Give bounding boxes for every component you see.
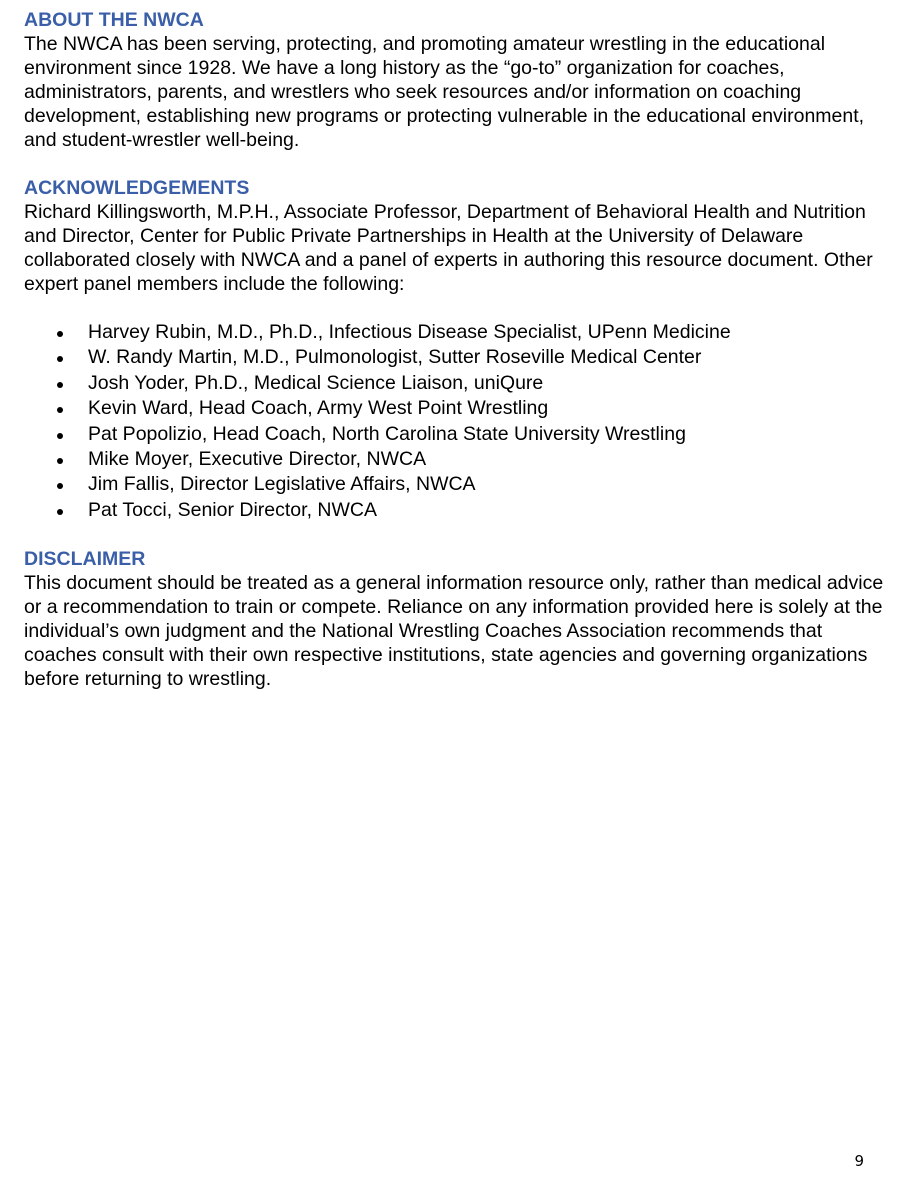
section-spacer — [24, 523, 884, 547]
list-item — [24, 422, 884, 447]
list-item — [24, 320, 884, 345]
bullet-icon — [57, 356, 63, 362]
document-page — [24, 8, 884, 691]
panel-members-list — [24, 320, 884, 523]
member-text: Pat Tocci, Senior Director, NWCA — [88, 498, 377, 521]
bullet-icon — [57, 458, 63, 464]
member-text: Kevin Ward, Head Coach, Army West Point Wrestling — [88, 397, 549, 420]
about-paragraph: The NWCA has been serving, protecting, and promoting amateur wrestling in the educational environment since 1928. We have a long history as the “go-to” organization for coaches, administrators, parents, and wrestlers who seek resources and/or information on coaching development, establishing new programs or protecting vulnerable in the educational environment, and student-wrestler well-being. — [24, 33, 865, 151]
list-item — [24, 396, 884, 421]
about-heading: ABOUT THE NWCA — [24, 9, 204, 31]
bullet-icon — [57, 433, 63, 439]
list-item — [24, 345, 884, 370]
member-text: Jim Fallis, Director Legislative Affairs, NWCA — [88, 473, 476, 496]
list-item — [24, 472, 884, 497]
bullet-icon — [57, 509, 63, 515]
acknowledgements-heading: ACKNOWLEDGEMENTS — [24, 177, 250, 199]
member-text: Pat Popolizio, Head Coach, North Carolina State University Wrestling — [88, 422, 686, 445]
about-section — [24, 8, 884, 152]
bullet-icon — [57, 382, 63, 388]
bullet-icon — [57, 331, 63, 337]
disclaimer-heading: DISCLAIMER — [24, 548, 146, 571]
bullet-icon — [57, 483, 63, 489]
member-text: Harvey Rubin, M.D., Ph.D., Infectious Disease Specialist, UPenn Medicine — [88, 321, 731, 343]
disclaimer-section — [24, 547, 884, 691]
list-item — [24, 371, 884, 396]
disclaimer-paragraph: This document should be treated as a general information resource only, rather than medical advice or a recommendation to train or compete. Reliance on any information provided here is solely at the individual’s own judgment and the National Wrestling Coaches Association recommends that coaches consult with their own respective institutions, state agencies and governing organizations before returning to wrestling. — [24, 572, 884, 691]
member-text: Josh Yoder, Ph.D., Medical Science Liaison, uniQure — [88, 371, 544, 394]
acknowledgements-section — [24, 176, 884, 523]
bullet-icon — [57, 407, 63, 413]
member-text: Mike Moyer, Executive Director, NWCA — [88, 448, 427, 471]
section-spacer — [24, 152, 884, 176]
acknowledgements-paragraph: Richard Killingsworth, M.P.H., Associate Professor, Department of Behavioral Health and Nutrition and Director, Center for Public Private Partnerships in Health at the University of Delaware collaborated closely with NWCA and a panel of experts in authoring this resource document. Other expert panel members include the following: — [24, 201, 873, 295]
list-item — [24, 447, 884, 472]
list-spacer — [24, 296, 884, 320]
member-text: W. Randy Martin, M.D., Pulmonologist, Sutter Roseville Medical Center — [88, 346, 702, 369]
page-number: 9 — [854, 1152, 864, 1170]
list-item — [24, 498, 884, 523]
